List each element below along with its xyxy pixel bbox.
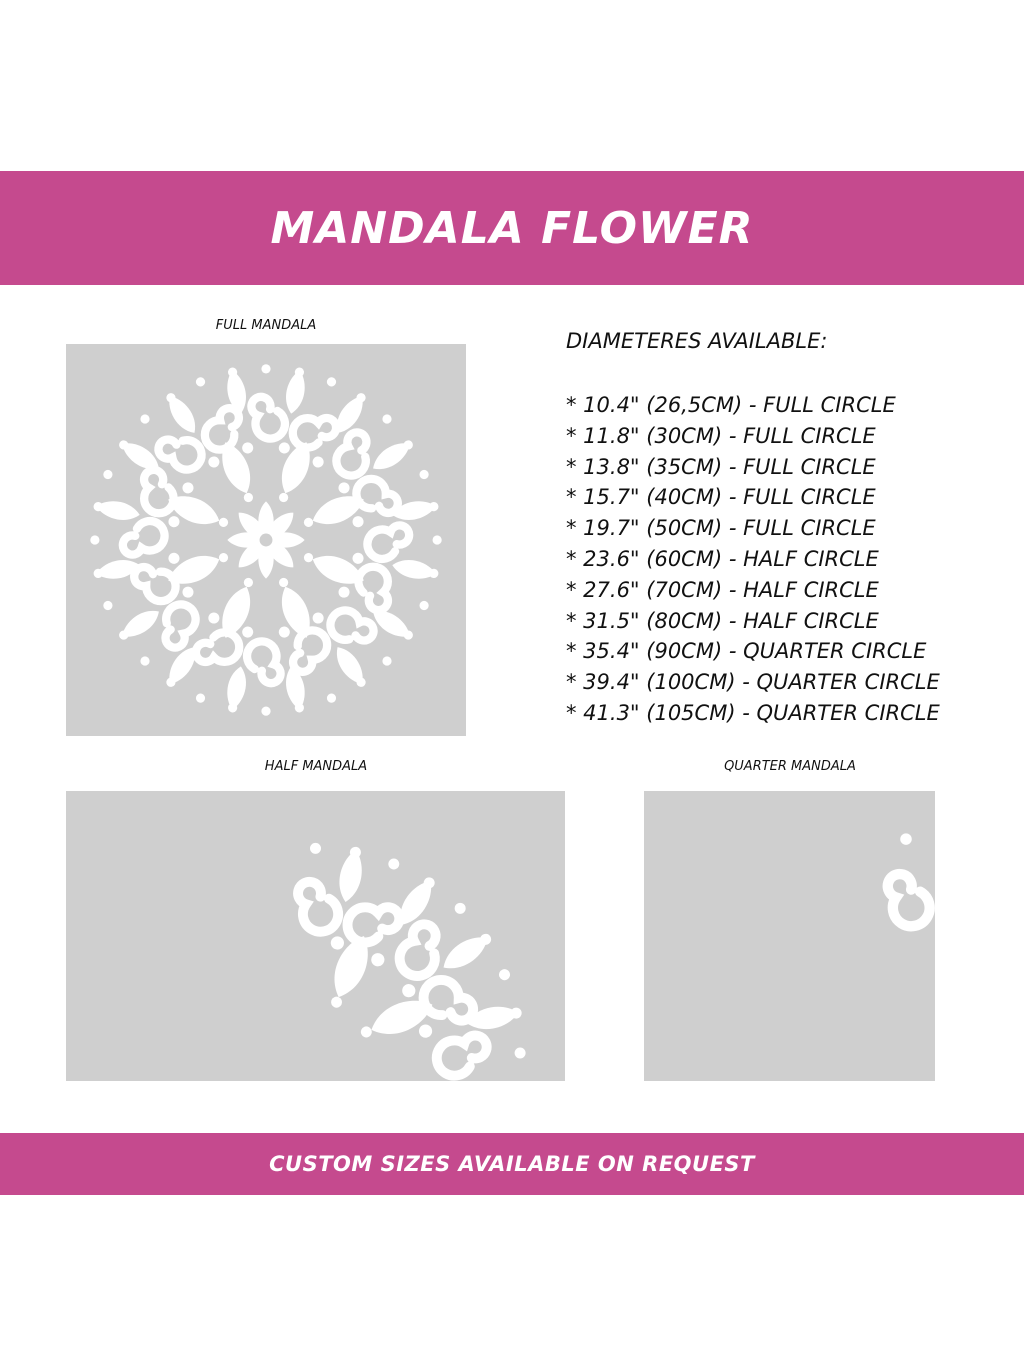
full-mandala-panel [66,344,466,736]
diameter-item: * 35.4" (90CM) - QUARTER CIRCLE [566,639,927,664]
diameter-item: * 13.8" (35CM) - FULL CIRCLE [566,454,876,479]
diameters-block [566,326,1006,729]
diameter-item: * 10.4" (26,5CM) - FULL CIRCLE [566,393,896,417]
diameter-item: * 11.8" (30CM) - FULL CIRCLE [566,423,876,448]
diameter-item: * 41.3" (105CM) - QUARTER CIRCLE [566,700,940,725]
diameter-item: * 15.7" (40CM) - FULL CIRCLE [566,485,876,510]
half-mandala-panel [66,791,565,1081]
half-mandala-image [66,791,565,1081]
quarter-mandala-caption: QUARTER MANDALA [724,759,856,774]
quarter-mandala-image [644,791,935,1081]
diameter-item: * 19.7" (50CM) - FULL CIRCLE [566,516,876,541]
diameters-list [566,390,1006,729]
diameter-item: * 31.5" (80CM) - HALF CIRCLE [566,608,879,633]
half-mandala-caption: HALF MANDALA [264,759,368,774]
title-banner [0,171,1024,285]
full-mandala-caption: FULL MANDALA [215,318,317,333]
diameter-item: * 23.6" (60CM) - HALF CIRCLE [566,546,879,571]
diameter-item: * 39.4" (100CM) - QUARTER CIRCLE [566,670,940,695]
diameters-heading: DIAMETERES AVAILABLE: [566,329,828,353]
full-mandala-image [66,344,466,736]
diameter-item: * 27.6" (70CM) - HALF CIRCLE [566,577,879,602]
page-title: MANDALA FLOWER [270,202,754,254]
quarter-mandala-panel [644,791,935,1081]
footer-text: CUSTOM SIZES AVAILABLE ON REQUEST [269,1152,755,1176]
footer-banner [0,1133,1024,1195]
